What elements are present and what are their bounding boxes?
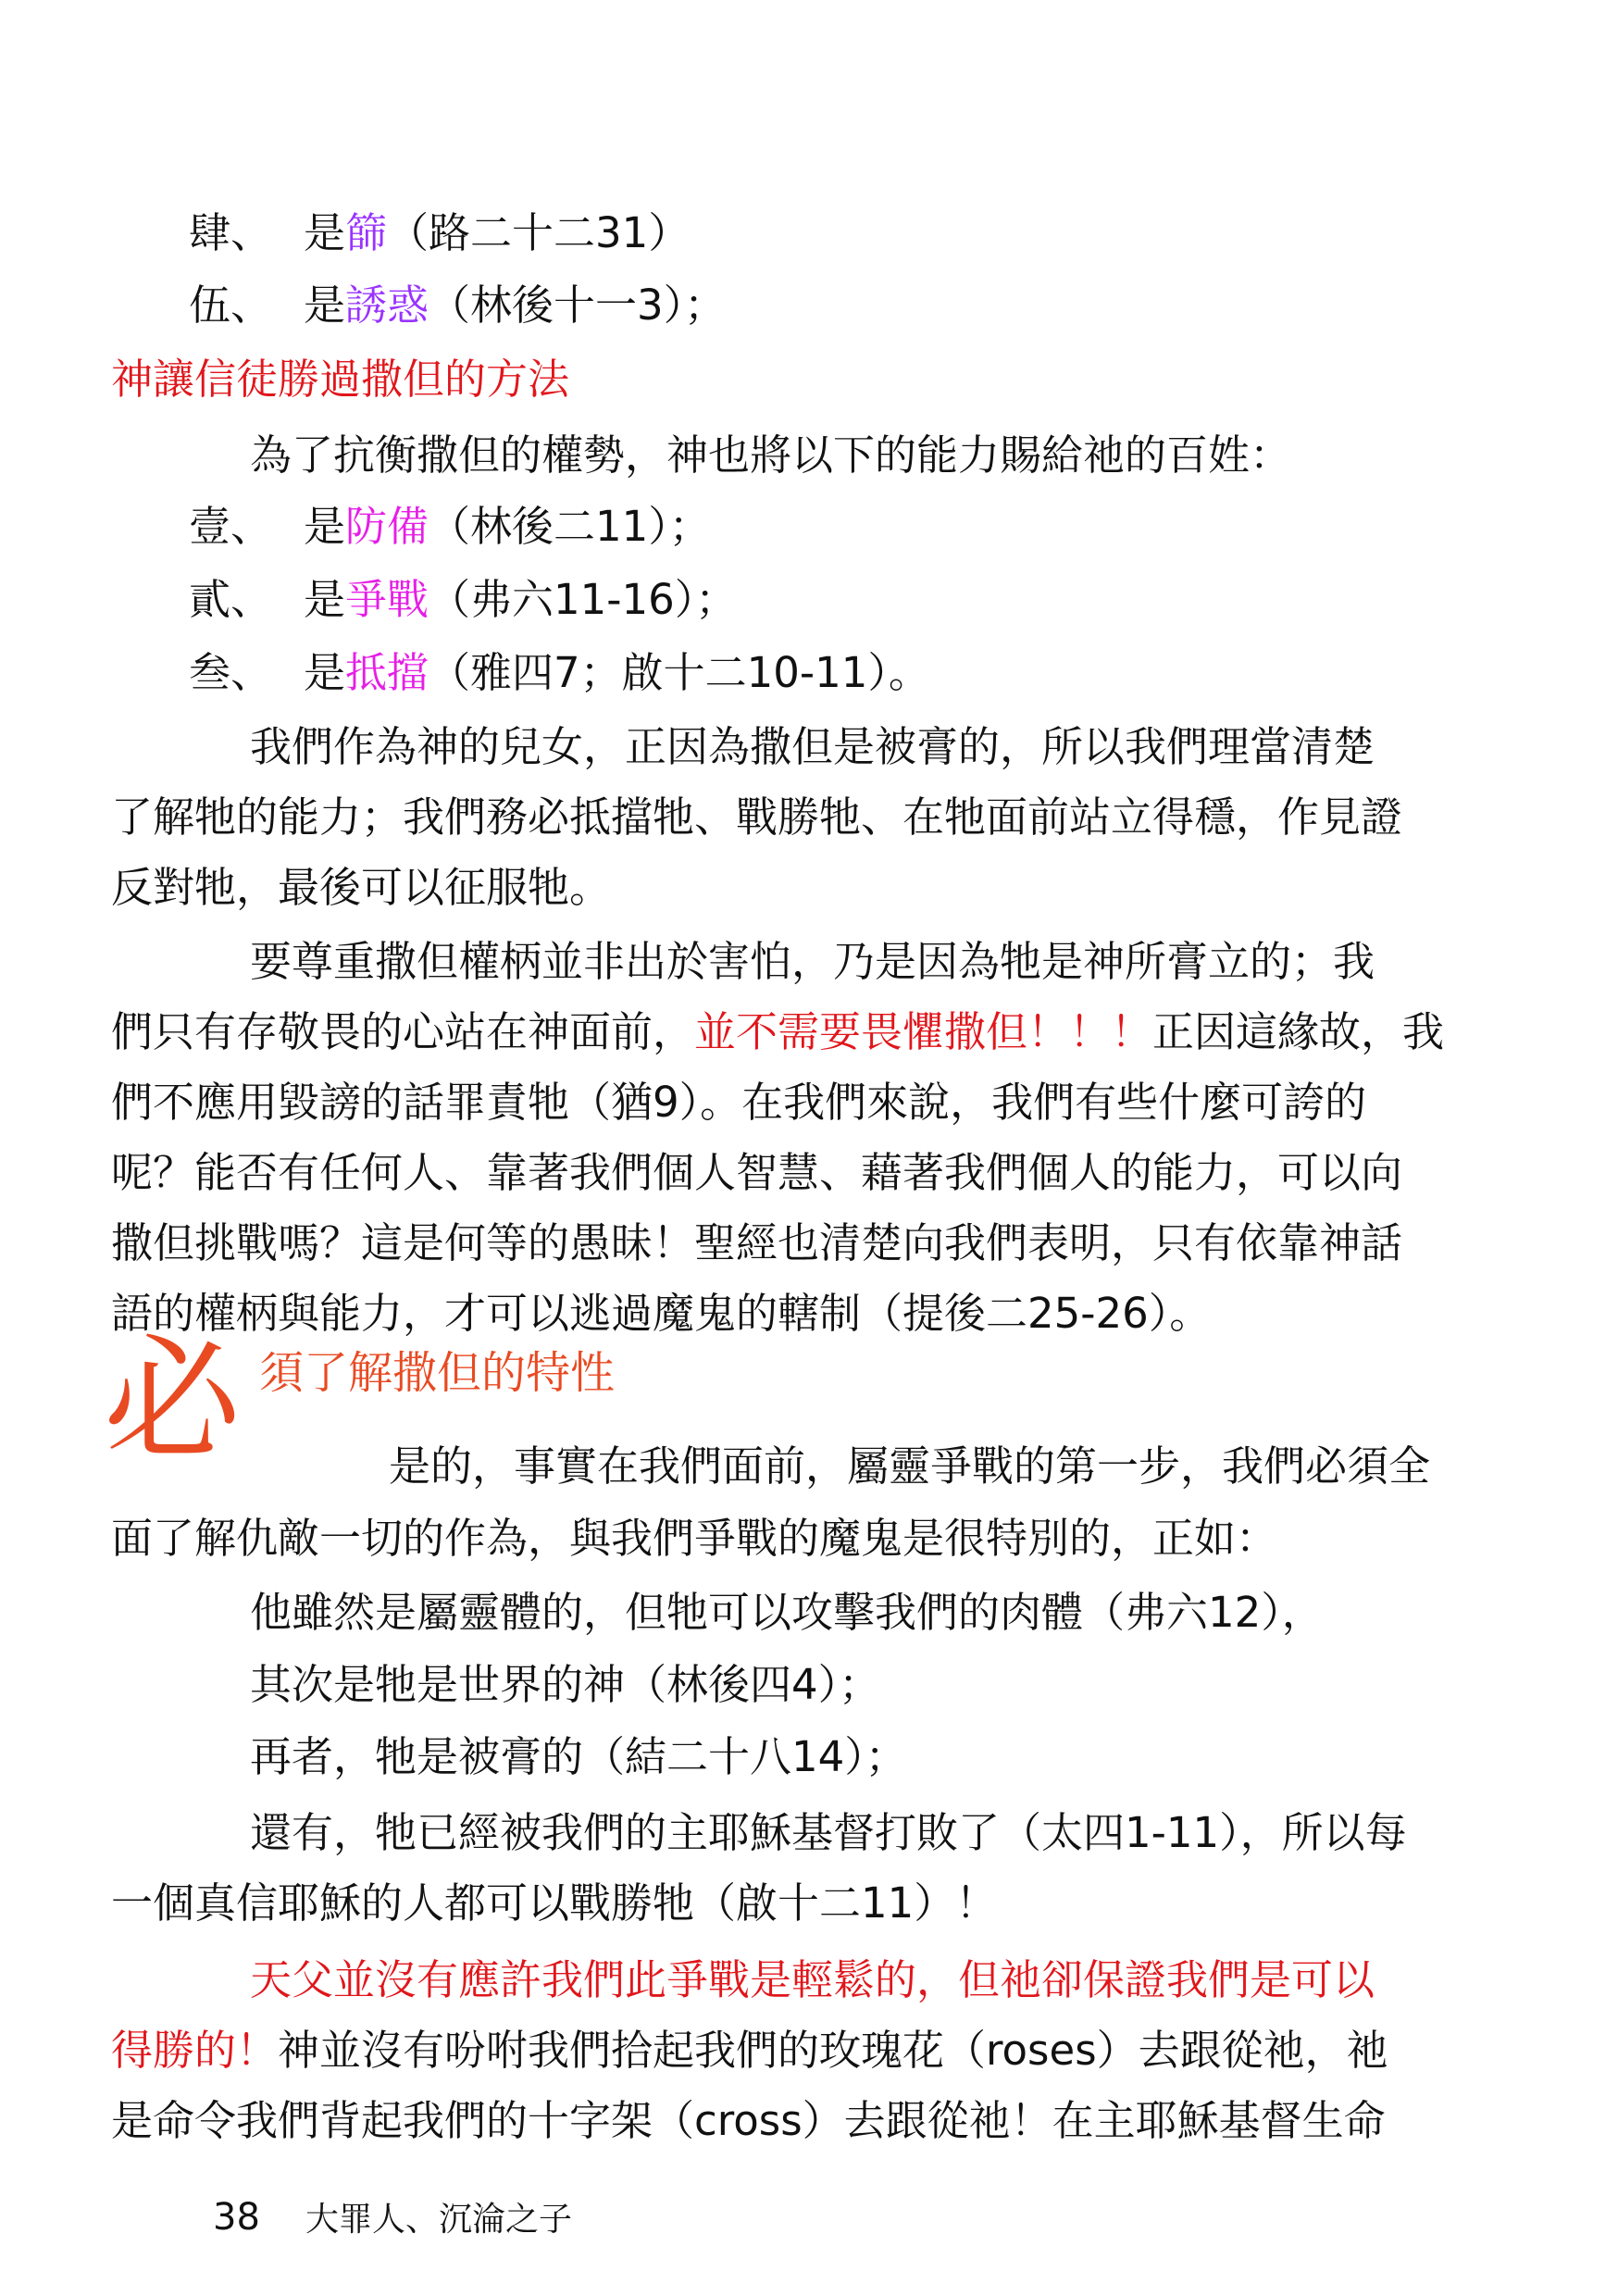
paragraph-line: 撒但挑戰嗎？這是何等的愚昧！聖經也清楚向我們表明，只有依靠神話 <box>111 1218 1403 1267</box>
paragraph-line: 是命令我們背起我們的十字架（cross）去跟從祂！在主耶穌基督生命 <box>111 2096 1386 2145</box>
point-label: 貳、 <box>189 575 273 624</box>
point-keyword: 抵擋 <box>345 648 429 697</box>
point-keyword: 篩 <box>345 208 388 257</box>
text-run: 們只有存敬畏的心站在神面前， <box>111 1007 695 1056</box>
point-reference: （林後二11）； <box>429 502 711 551</box>
point-label: 壹、 <box>189 502 273 551</box>
trait-line: 再者，牠是被膏的（結二十八14）； <box>250 1732 907 1781</box>
paragraph-line: 反對牠，最後可以征服牠。 <box>111 863 612 912</box>
paragraph-line <box>111 996 1462 1068</box>
point-keyword: 防備 <box>345 502 429 551</box>
point-two <box>189 564 1540 636</box>
paragraph-line: 要尊重撒但權柄並非出於害怕，乃是因為牠是神所膏立的；我 <box>250 937 1375 986</box>
book-title: 大罪人、沉淪之子 <box>305 2201 573 2239</box>
point-keyword: 爭戰 <box>345 575 429 624</box>
paragraph-line: 們不應用毀謗的話罪責牠（猶9）。在我們來說，我們有些什麼可誇的 <box>111 1078 1367 1127</box>
point-label: 叁、 <box>189 648 273 697</box>
point-prefix: 是 <box>304 575 346 624</box>
paragraph-line: 是的，事實在我們面前，屬靈爭戰的第一步，我們必須全 <box>389 1441 1431 1491</box>
point-prefix: 是 <box>304 502 346 551</box>
trait-line: 其次是牠是世界的神（林後四4）； <box>250 1660 881 1709</box>
emphasis-text: 得勝的！ <box>111 2026 279 2075</box>
point-prefix: 是 <box>304 281 346 330</box>
point-four <box>189 197 1540 269</box>
point-reference: （雅四7；啟十二10-11）。 <box>429 648 930 697</box>
paragraph-line: 還有，牠已經被我們的主耶穌基督打敗了（太四1-11），所以每 <box>250 1808 1407 1857</box>
drop-cap: 必 <box>104 1320 241 1479</box>
page-number: 38 <box>213 2196 260 2239</box>
trait-line: 他雖然是屬靈體的，但牠可以攻擊我們的肉體（弗六12）， <box>250 1588 1324 1637</box>
text-run: 正因這緣故，我 <box>1152 1007 1445 1056</box>
point-five <box>189 269 1540 342</box>
paragraph-line <box>111 2015 1462 2087</box>
paragraph-line: 呢？能否有任何人、靠著我們個人智慧、藉著我們個人的能力，可以向 <box>111 1148 1403 1197</box>
point-one <box>189 491 1540 563</box>
emphasis-text: 並不需要畏懼撒但！！！ <box>694 1007 1153 1056</box>
point-prefix: 是 <box>304 208 346 257</box>
paragraph-line: 我們作為神的兒女，正因為撒但是被膏的，所以我們理當清楚 <box>250 722 1375 771</box>
paragraph-line: 語的權柄與能力，才可以逃過魔鬼的轄制（提後二25-26）。 <box>111 1289 1212 1338</box>
point-three <box>189 637 1540 709</box>
point-label: 肆、 <box>189 208 273 257</box>
paragraph-line: 了解牠的能力；我們務必抵擋牠、戰勝牠、在牠面前站立得穩，作見證 <box>111 792 1403 842</box>
emphasis-line: 天父並沒有應許我們此爭戰是輕鬆的，但祂卻保證我們是可以 <box>250 1955 1375 2004</box>
paragraph-line: 面了解仇敵一切的作為，與我們爭戰的魔鬼是很特別的，正如： <box>111 1514 1278 1563</box>
intro-paragraph: 為了抗衡撒但的權勢，神也將以下的能力賜給祂的百姓： <box>250 430 1292 480</box>
point-reference: （林後十一3）； <box>429 281 727 330</box>
paragraph-line: 一個真信耶穌的人都可以戰勝牠（啟十二11）！ <box>111 1878 998 1928</box>
point-reference: （弗六11-16）； <box>429 575 738 624</box>
point-label: 伍、 <box>189 281 273 330</box>
section-subheading: 須了解撒但的特性 <box>259 1347 616 1399</box>
text-run: 神並沒有吩咐我們拾起我們的玫瑰花（roses）去跟從祂，祂 <box>278 2026 1388 2075</box>
point-prefix: 是 <box>304 648 346 697</box>
point-keyword: 誘惑 <box>345 281 429 330</box>
point-reference: （路二十二31） <box>387 208 691 257</box>
section-heading: 神讓信徒勝過撒但的方法 <box>111 355 570 404</box>
